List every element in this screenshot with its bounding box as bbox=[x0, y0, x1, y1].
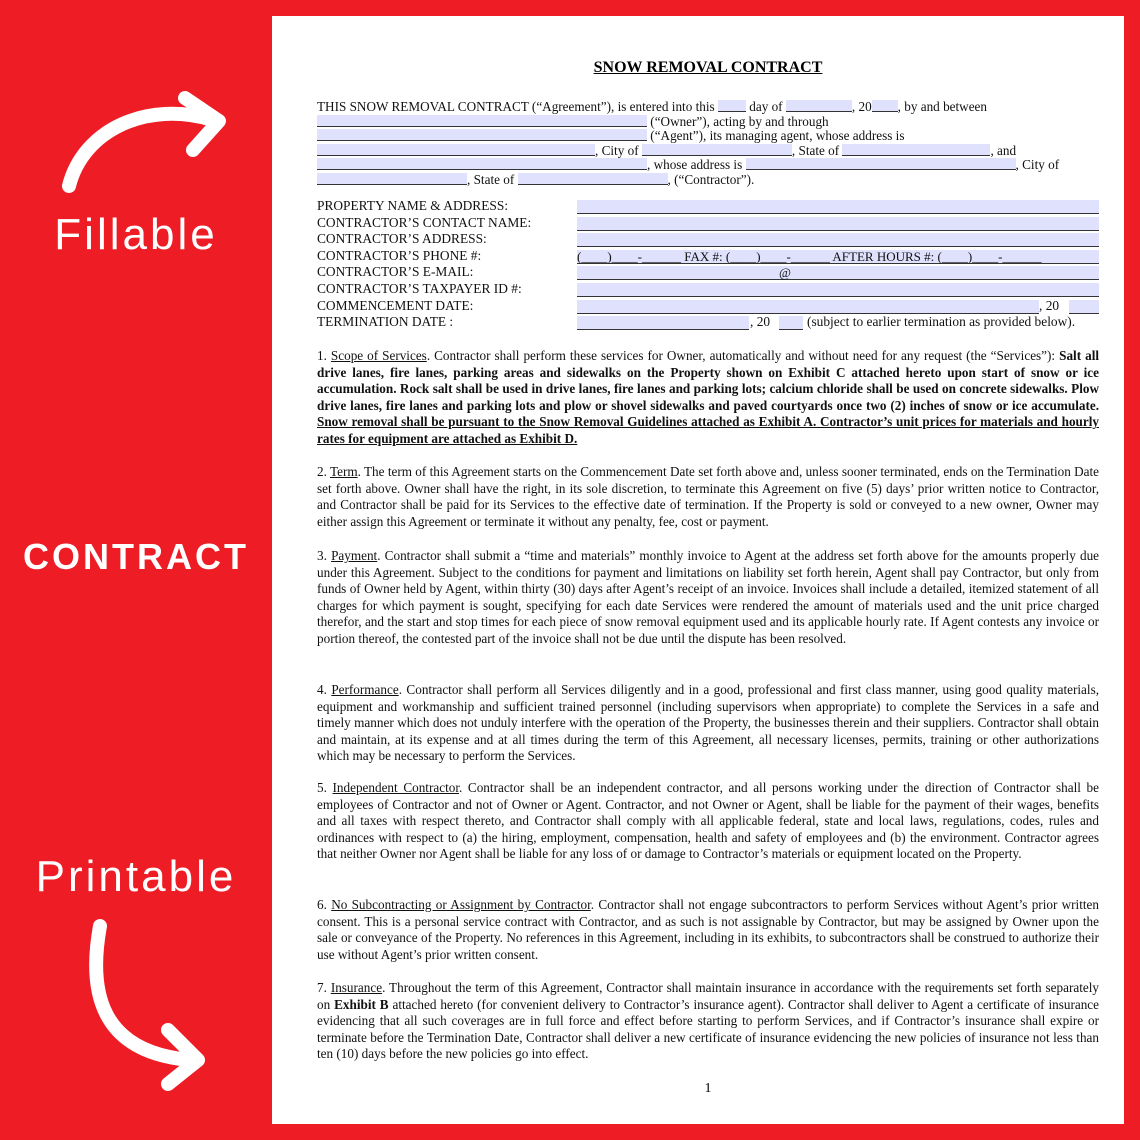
curved-arrow-down-right-icon bbox=[70, 912, 240, 1092]
agent-name-field[interactable] bbox=[317, 129, 647, 141]
intro-text: , by and between bbox=[897, 99, 988, 114]
contract-page bbox=[272, 16, 1124, 1124]
section-heading: No Subcontracting or Assignment by Contractor bbox=[331, 897, 591, 912]
taxid-field[interactable] bbox=[577, 283, 1099, 297]
section-insurance bbox=[317, 980, 1099, 1063]
section-heading: Independent Contractor bbox=[332, 780, 459, 795]
document-title: SNOW REMOVAL CONTRACT bbox=[593, 59, 823, 76]
termination-year-field[interactable] bbox=[779, 316, 803, 330]
promo-sidebar bbox=[0, 0, 272, 1140]
section-number: 1. bbox=[317, 348, 327, 363]
agent-address-field[interactable] bbox=[317, 144, 595, 156]
address-label: CONTRACTOR’S ADDRESS: bbox=[317, 231, 487, 247]
commencement-field[interactable] bbox=[577, 300, 1039, 314]
contractor-address-field[interactable] bbox=[746, 158, 1016, 170]
section-number: 5. bbox=[317, 780, 327, 795]
section-text: . Contractor shall perform these services for Owner, automatically and without need for any request (the “Services”): bbox=[426, 348, 1056, 363]
curved-arrow-right-icon bbox=[55, 78, 235, 198]
section-payment bbox=[317, 548, 1099, 648]
phone-label: CONTRACTOR’S PHONE #: bbox=[317, 247, 482, 263]
section-number: 6. bbox=[317, 897, 327, 912]
section-text-bold-underlined: Snow removal shall be pursuant to the Snow Removal Guidelines attached as Exhibit A. Contractor’s unit prices for materials and hourly rates for equipment are attached as Exhibit D. bbox=[317, 414, 1099, 446]
page-number: 1 bbox=[704, 1081, 712, 1096]
printable-label: Printable bbox=[35, 852, 237, 901]
month-field[interactable] bbox=[786, 100, 852, 112]
section-heading: Scope of Services bbox=[330, 348, 427, 363]
section-text: . Contractor shall be an independent contractor, and all persons working under the direction of Contractor shall be employees of Contractor and not of Owner or Agent. Contractor, and not Owner or Agent, shall be liable for the payment of their wages, benefits and all taxes with respect thereto, and Contractor shall comply with all applicable federal, state and local laws, regulations, codes, rules and ordinances with respect to (a) the hiring, employment, compensation, health and safety of employees and (b) the environment. Contractor agrees that neither Owner nor Agent shall be liable for any loss of or damage to Contractor’s materials or equipment located on the Property. bbox=[317, 780, 1099, 862]
contact-field[interactable] bbox=[577, 217, 1099, 231]
termination-label: TERMINATION DATE : bbox=[317, 314, 454, 330]
section-heading: Term bbox=[329, 464, 358, 479]
intro-text: , State of bbox=[791, 142, 840, 158]
contractor-name-field[interactable] bbox=[317, 158, 647, 170]
intro-text: , State of bbox=[467, 171, 515, 187]
info-row-contact bbox=[317, 215, 1099, 232]
section-performance bbox=[317, 682, 1099, 765]
section-text: attached hereto (for convenient delivery to Contractor’s insurance agent). Contractor shall deliver to Agent a certificate of insurance evidencing that all such coverages are in full force and effect before starting to perform Services, and if Contractor’s insurance shall expire or terminate before the Termination Date, Contractor shall deliver a new certificate of insurance evidencing the new policies of insurance not less than ten (10) days before the new policies go into effect. bbox=[317, 996, 1100, 1062]
email-at-sign: @ bbox=[779, 265, 791, 281]
intro-text: (“Agent”), its managing agent, whose address is bbox=[650, 128, 905, 144]
property-field[interactable] bbox=[577, 200, 1099, 214]
property-label: PROPERTY NAME & ADDRESS: bbox=[317, 198, 509, 213]
section-text: . The term of this Agreement starts on the Commencement Date set forth above and, unless sooner terminated, ends on the Termination Date set forth above. Owner shall have the right, in its sole discretion, to terminate this Agreement on five (5) days’ prior written notice to Contractor, and Contractor shall be paid for its Services to the effective date of termination. If the Property is sold or conveyed to a new owner, Owner may either assign this Agreement or terminate it without any penalty, fee, cost or payment. bbox=[317, 464, 1100, 529]
contact-label: CONTRACTOR’S CONTACT NAME: bbox=[317, 214, 532, 230]
contractor-state-field[interactable] bbox=[518, 173, 668, 185]
owner-name-field[interactable] bbox=[317, 115, 647, 127]
commencement-label: COMMENCEMENT DATE: bbox=[317, 297, 474, 313]
intro-text: day of bbox=[749, 99, 783, 114]
info-row-phone bbox=[317, 248, 1099, 265]
section-number: 7. bbox=[317, 980, 327, 995]
section-number: 3. bbox=[317, 548, 327, 563]
intro-text: , and bbox=[990, 142, 1017, 158]
info-row-commencement bbox=[317, 298, 1099, 315]
agent-city-field[interactable] bbox=[642, 144, 792, 156]
section-text: . Contractor shall not engage subcontractors to perform Services without Agent’s prior written consent. This is a personal service contract with Contractor, and as such is not assignable by Contractor, but may be assigned by Owner upon the sale or conveyance of the Property. No references in this Agreement, including in its exhibits, to subcontractors shall be construed to authorize their use without Agent’s prior written consent. bbox=[317, 897, 1099, 962]
info-row-email bbox=[317, 264, 1099, 281]
section-heading: Insurance bbox=[330, 980, 383, 995]
email-field[interactable] bbox=[577, 266, 1099, 280]
taxid-label: CONTRACTOR’S TAXPAYER ID #: bbox=[317, 280, 522, 296]
section-number: 4. bbox=[317, 682, 327, 697]
intro-text: , whose address is bbox=[647, 157, 743, 173]
section-text-bold: Exhibit B bbox=[334, 996, 389, 1012]
info-row-termination bbox=[317, 314, 1099, 331]
phone-field[interactable]: (____)____-______ FAX #: (____)____-______ AFTER HOURS #: (____)____-______ bbox=[577, 250, 1099, 264]
section-term bbox=[317, 464, 1099, 530]
info-row-address bbox=[317, 231, 1099, 248]
contract-label: CONTRACT bbox=[23, 536, 249, 577]
commencement-year-text: , 20 bbox=[1039, 297, 1060, 313]
info-row-taxid bbox=[317, 281, 1099, 298]
termination-note: (subject to earlier termination as provided below). bbox=[807, 314, 1076, 330]
intro-paragraph bbox=[317, 100, 1099, 188]
termination-year-text: , 20 bbox=[750, 314, 771, 330]
address-field[interactable] bbox=[577, 233, 1099, 247]
section-text: . Throughout the term of this Agreement, Contractor shall maintain insurance in accordance with the requirements set forth separately on bbox=[317, 980, 1100, 1012]
intro-text: (“Owner”), acting by and through bbox=[650, 113, 829, 129]
commencement-year-field[interactable] bbox=[1069, 300, 1099, 314]
year-field[interactable] bbox=[872, 100, 898, 112]
intro-text: THIS SNOW REMOVAL CONTRACT (“Agreement”), is entered into this bbox=[317, 99, 715, 114]
section-independent-contractor bbox=[317, 780, 1099, 863]
section-number: 2. bbox=[317, 464, 327, 479]
email-label: CONTRACTOR’S E-MAIL: bbox=[317, 264, 474, 280]
intro-text: , City of bbox=[595, 142, 639, 158]
info-row-property bbox=[317, 198, 1099, 215]
section-text: . Contractor shall submit a “time and materials” monthly invoice to Agent at the address set forth above for the amounts properly due under this Agreement. Subject to the conditions for payment and limitations on liability set forth herein, Agent shall pay Contractor, but only from funds of Owner held by Agent, within thirty (30) days after Agent’s receipt of an invoice. Invoices shall include a detailed, itemized statement of all charges for which payment is sought, specifying for each date Services were rendered the amount of materials used and the unit price charged therefor, and the start and stop times for each piece of snow removal equipment used and its applicable hourly rate. If Agent contests any invoice or portion thereof, the contested part of the invoice shall not be due until the dispute has been resolved. bbox=[317, 548, 1100, 646]
section-heading: Performance bbox=[331, 682, 399, 697]
intro-text: , City of bbox=[1015, 157, 1060, 173]
contractor-city-field[interactable] bbox=[317, 173, 467, 185]
section-heading: Payment bbox=[331, 548, 378, 563]
intro-text: , (“Contractor”). bbox=[667, 171, 755, 187]
day-field[interactable] bbox=[718, 100, 746, 112]
intro-text: , 20 bbox=[851, 99, 872, 114]
section-no-subcontracting bbox=[317, 897, 1099, 963]
termination-field[interactable] bbox=[577, 316, 749, 330]
section-scope-of-services bbox=[317, 348, 1099, 448]
section-text: . Contractor shall perform all Services diligently and in a good, professional and first class manner, using good quality materials, equipment and workmanship and sufficient trained personnel (including supervisors when appropriate) to complete the Services in a safe and timely manner which does not unduly interfere with the operation of the Property, the businesses therein and their suppliers. Contractor shall obtain and maintain, at its expense and at all times during the term of this Agreement, all necessary licenses, permits, training or other authorizations which may be necessary to perform the Services. bbox=[317, 682, 1100, 764]
section-text-bold: Salt all drive lanes, fire lanes, parking areas and sidewalks on the Property shown on Exhibit C attached hereto upon start of snow or ice accumulation. Rock salt shall be used in drive lanes, fire lanes and parking lots; calcium chloride shall be used on concrete sidewalks. Plow drive lanes, fire lanes and parking lots and plow or shovel sidewalks and paved courtyards once two (2) inches of snow or ice accumulate. bbox=[317, 348, 1100, 413]
agent-state-field[interactable] bbox=[842, 144, 990, 156]
contract-info-block bbox=[317, 198, 1099, 331]
fillable-label: Fillable bbox=[54, 210, 218, 259]
